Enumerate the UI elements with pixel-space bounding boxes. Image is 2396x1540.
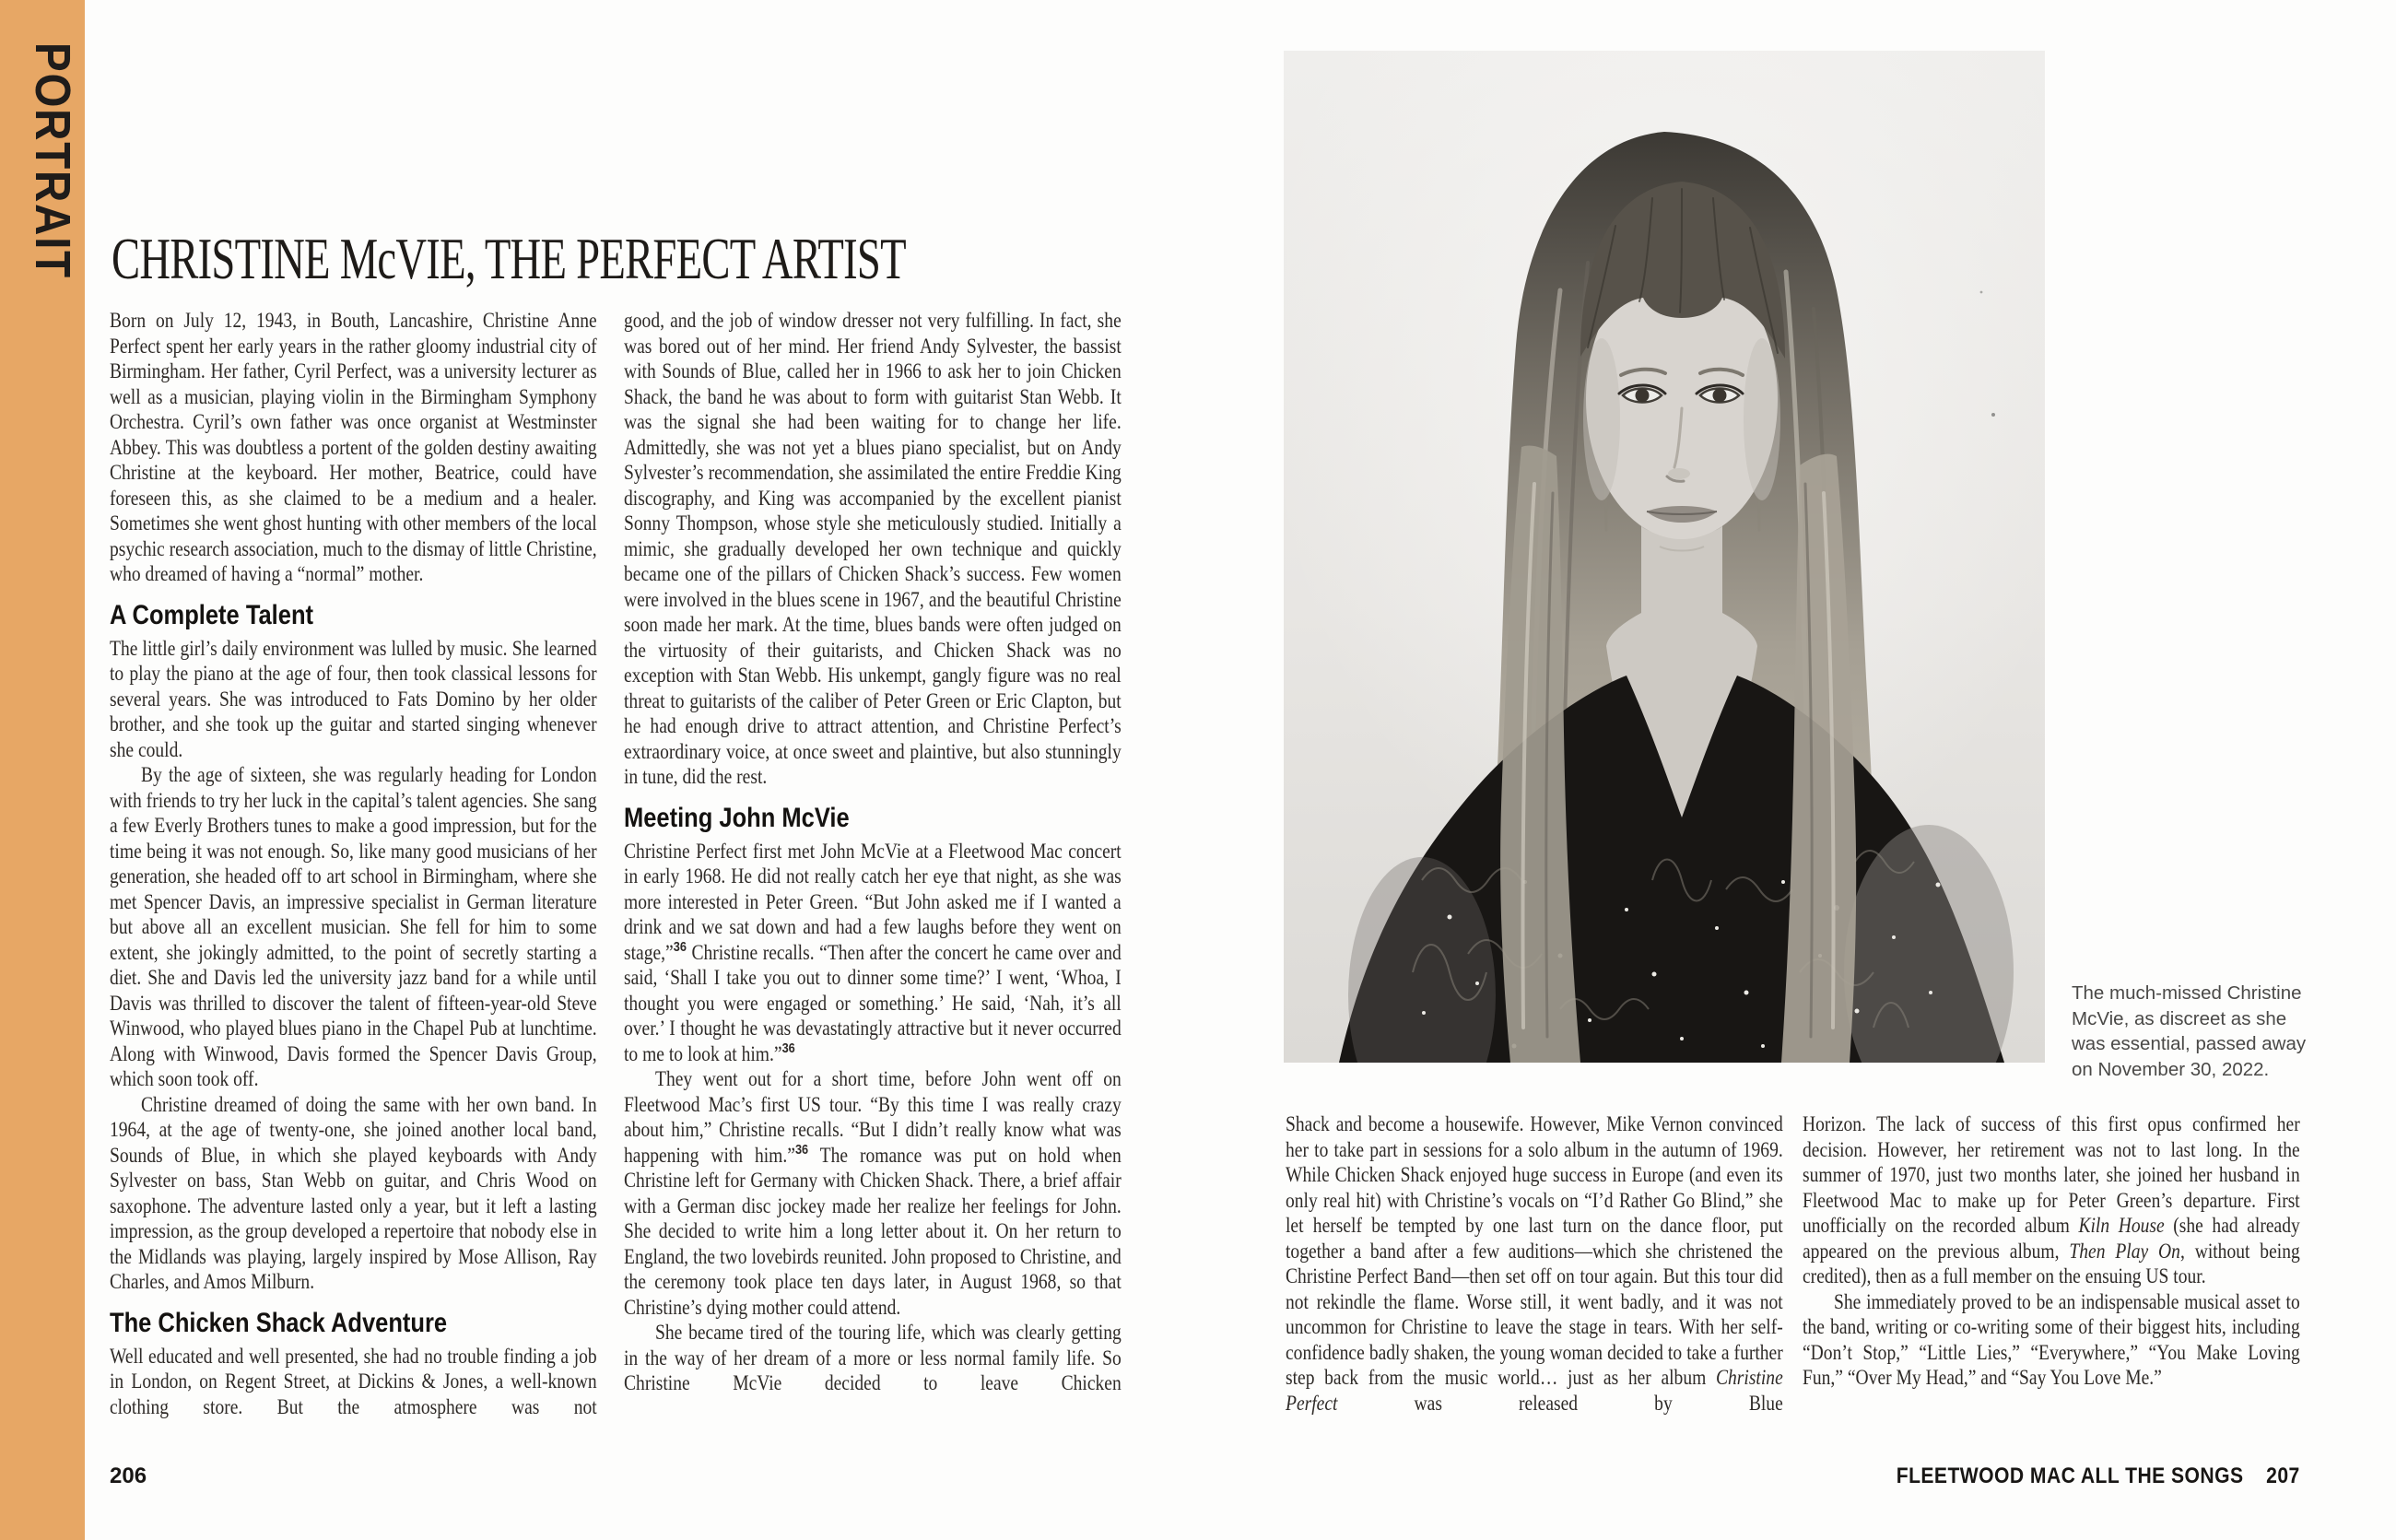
portrait-photo-illustration [1284,51,2045,1063]
paragraph [624,1066,1122,1320]
left-page-column-2 [624,308,1122,1396]
paragraph: The little girl’s daily environment was lulled by music. She learned to play the piano at the age of four, then took classical lessons for several years. She was introduced to Fats Domino by her older brother, and she took up the guitar and started singing whenever she could. [110,636,597,761]
album-title-italic: Christine Perfect [1286,1366,1783,1415]
article-title: CHRISTINE McVIE, THE PERFECT ARTIST [112,227,906,291]
album-title-italic: Then Play On [2069,1239,2180,1263]
paragraph-text: The romance was put on hold when Christine left for Germany with Chicken Shack. There, a brief affair with a German disc jockey made her realize her feelings for John. She decided to write him a long letter about it. On her return to England, the two lovebirds reunited. John proposed to Christine, and the ceremony took place ten days later, in August 1968, so that Christine’s dying mother could attend. [624,1143,1122,1319]
paragraph-text: They went out for a short time, before John went off on Fleetwood Mac’s first US tour. “By this time I was really crazy about him,” Christine recalls. “But I didn’t really know what was happening with him.” [624,1067,1122,1167]
paragraph: Well educated and well presented, she had no trouble finding a job in London, on Regent Street, at Dickins & Jones, a well-known clothing store. But the atmosphere was not [110,1344,597,1418]
footnote-reference: 36 [781,1040,795,1056]
page-number-right: 207 [2266,1464,2300,1488]
footnote-reference: 36 [673,938,687,955]
portrait-tab-bar [0,0,85,1540]
photo-caption: The much-missed Christine McVie, as discreet as she was essential, passed away on November 30, 2022. [2072,982,2307,1080]
section-heading-meeting-john-mcvie: Meeting John McVie [624,802,850,833]
paragraph [1803,1111,2300,1289]
paragraph-text: , without being credited), then as a full member on the ensuing US tour. [1803,1239,2300,1287]
paragraph: By the age of sixteen, she was regularly heading for London with friends to try her luck in the capital’s talent agencies. She sang a few Everly Brothers tunes to make a good impression, but for the time being it was not enough. So, like many good musicians of her generation, she headed off to art school in Birmingham, where she met Spencer Davis, an impressive specialist in German literature but above all an excellent musician. She fell for him to some extent, she jokingly admitted, to the point of secretly starting a diet. She and Davis led the university jazz band for a while until Davis was thrilled to discover the talent of fifteen-year-old Steve Winwood, who played blues piano in the Chapel Pub at lunchtime. Along with Winwood, Davis formed the Spencer Davis Group, which soon took off. [110,763,597,1090]
paragraph [624,839,1122,1067]
footer-book-title: FLEETWOOD MAC ALL THE SONGS [1897,1464,2244,1488]
left-page-column-1 [110,308,597,1419]
section-heading-a-complete-talent: A Complete Talent [110,599,314,630]
paragraph: She became tired of the touring life, which was clearly getting in the way of her dream of a more or less normal family life. So Christine McVie decided to leave Chicken [624,1321,1122,1394]
footnote-reference: 36 [794,1141,809,1158]
paragraph: good, and the job of window dresser not very fulfilling. In fact, she was bored out of her mind. Her friend Andy Sylvester, the bassist with Sounds of Blue, called her in 1966 to ask her to join Chicken Shack, the band he was about to form with guitarist Stan Webb. It was the signal she had been waiting for to change her life. Admittedly, she was not yet a blues piano specialist, but on Andy Sylvester’s recommendation, she assimilated the entire Freddie King discography, and King was accompanied by the excellent pianist Sonny Thompson, whose style she meticulously studied. Initially a mimic, she gradually developed her own technique and quickly became one of the pillars of Chicken Shack’s success. Few women were involved in the blues scene in 1967, and the beautiful Christine soon made her mark. At the time, blues bands were often judged on the virtuosity of their guitarists, and Chicken Shack was no exception with Stan Webb. His unkempt, gangly figure was no real threat to guitarists of the caliber of Peter Green or Eric Clapton, but he had enough drive to attract attention, and Christine Perfect’s extraordinary voice, at once sweet and plaintive, but also stunningly in tune, did the rest. [624,309,1122,788]
paragraph: Born on July 12, 1943, in Bouth, Lancashire, Christine Anne Perfect spent her early years in the rather gloomy industrial city of Birmingham. Her father, Cyril Perfect, was a university lecturer as well as a musician, playing violin in the Birmingham Symphony Orchestra. Cyril’s own father was once organist at Westminster Abbey. This was doubtless a portent of the golden destiny awaiting Christine at the keyboard. Her mother, Beatrice, could have foreseen this, as she claimed to be a medium and a healer. Sometimes she went ghost hunting with other members of the local psychic research association, much to the dismay of little Christine, who dreamed of having a “normal” mother. [110,309,597,585]
paragraph: Christine dreamed of doing the same with her own band. In 1964, at the age of twenty-one, she joined another local band, Sounds of Blue, in which she played keyboards with Andy Sylvester on bass, Stan Webb on guitar, and Chris Wood on saxophone. The adventure lasted only a year, but it left a lasting impression, as the group developed a repertoire that nobody else in the Midlands was playing, largely inspired by Mose Allison, Ray Charles, and Amos Milburn. [110,1092,597,1293]
paragraph: She immediately proved to be an indispensable musical asset to the band, writing or co-writing some of their biggest hits, including “Don’t Stop,” “Little Lies,” “Everywhere,” “You Make Loving Fun,” “Over My Head,” and “Say You Love Me.” [1803,1289,2300,1389]
paragraph [1286,1111,1783,1416]
portrait-section-label: PORTRAIT [25,42,80,279]
paragraph-text: Horizon. The lack of success of this first opus confirmed her decision. However, her retirement was not to last long. In the summer of 1970, just two months later, she joined her husband in Fleetwood Mac to make up for Peter Green’s departure. First unofficially on the recorded album [1803,1112,2300,1237]
paragraph-text: Christine Perfect first met John McVie at a Fleetwood Mac concert in early 1968. He did not really catch her eye that night, as she was more interested in Peter Green. “But John asked me if I wanted a drink and we sat down and had a few laughs before they went on stage,” [624,839,1122,964]
section-heading-chicken-shack-adventure: The Chicken Shack Adventure [110,1307,448,1338]
page-number-left: 206 [110,1464,147,1488]
right-page-column-1 [1286,1111,1783,1416]
album-title-italic: Kiln House [2078,1214,2165,1237]
paragraph-text: (she had already appeared on the previous album, [1803,1214,2300,1263]
paragraph-text: Shack and become a housewife. However, Mike Vernon convinced her to take part in sessions for a solo album in the autumn of 1969. While Chicken Shack enjoyed huge success in Europe (and even its only real hit) with Christine’s vocals on “I’d Rather Go Blind,” she let herself be tempted by one last turn on the dance floor, put together a band after a few auditions—which she christened the Christine Perfect Band—then set off on tour again. But this tour did not rekindle the flame. Worse still, it went badly, and it was not uncommon for Christine to leave the stage in tears. With her self-confidence badly shaken, the young woman decided to take a further step back from the music world… just as her album [1286,1112,1783,1389]
christine-mcvie-photo [1284,51,2045,1063]
paragraph-text: Christine recalls. “Then after the concert he came over and said, ‘Shall I take you out to dinner some time?’ I went, ‘Whoa, I thought you were engaged or something.’ He said, ‘Nah, it’s all over.’ I thought he was devastatingly attractive but it never occurred to me to look at him.” [624,940,1122,1065]
paragraph-text: was released by Blue [1337,1391,1783,1415]
book-footer [1897,1464,2300,1489]
right-page-column-2 [1803,1111,2300,1391]
